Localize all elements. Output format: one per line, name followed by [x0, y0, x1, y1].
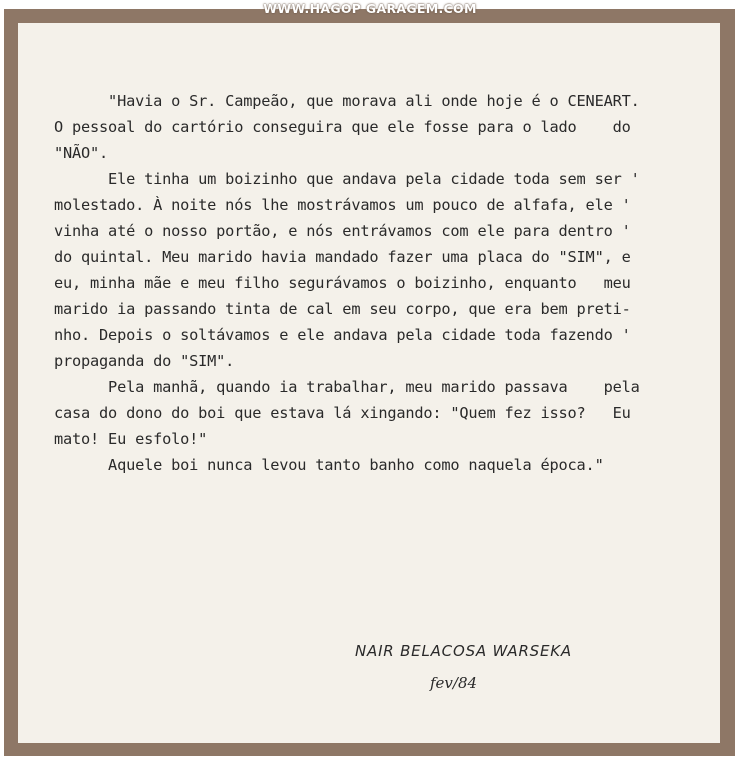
text-line: mato! Eu esfolo!": [54, 430, 208, 448]
paragraph-4: [54, 452, 670, 478]
text-line: propaganda do "SIM".: [54, 352, 235, 370]
paragraph-3: [54, 374, 670, 452]
text-line: marido ia passando tinta de cal em seu corpo, que era bem preti-: [54, 300, 631, 318]
paragraph-1: [54, 88, 670, 166]
author-signature: NAIR BELACOSA WARSEKA: [355, 642, 572, 660]
text-line: Ele tinha um boizinho que andava pela cidade toda sem ser ': [54, 170, 640, 188]
website-watermark: WWW.HAGOP GARAGEM.COM: [263, 1, 477, 16]
text-line: nho. Depois o soltávamos e ele andava pela cidade toda fazendo ': [54, 326, 631, 344]
letter-body: [54, 88, 670, 478]
text-line: casa do dono do boi que estava lá xingando: "Quem fez isso? Eu: [54, 404, 631, 422]
text-line: molestado. À noite nós lhe mostrávamos um pouco de alfafa, ele ': [54, 196, 631, 214]
text-line: "Havia o Sr. Campeão, que morava ali onde hoje é o CENEART.: [54, 92, 640, 110]
text-line: O pessoal do cartório conseguira que ele fosse para o lado do: [54, 118, 631, 136]
text-line: eu, minha mãe e meu filho segurávamos o boizinho, enquanto meu: [54, 274, 631, 292]
paragraph-2: [54, 166, 670, 374]
text-line: Pela manhã, quando ia trabalhar, meu marido passava pela: [54, 378, 640, 396]
text-line: "NÃO".: [54, 144, 109, 162]
text-line: do quintal. Meu marido havia mandado fazer uma placa do "SIM", e: [54, 248, 631, 266]
text-line: vinha até o nosso portão, e nós entrávamos com ele para dentro ': [54, 222, 631, 240]
text-line: Aquele boi nunca levou tanto banho como naquela época.": [54, 456, 604, 474]
signature-date: fev/84: [430, 674, 478, 692]
